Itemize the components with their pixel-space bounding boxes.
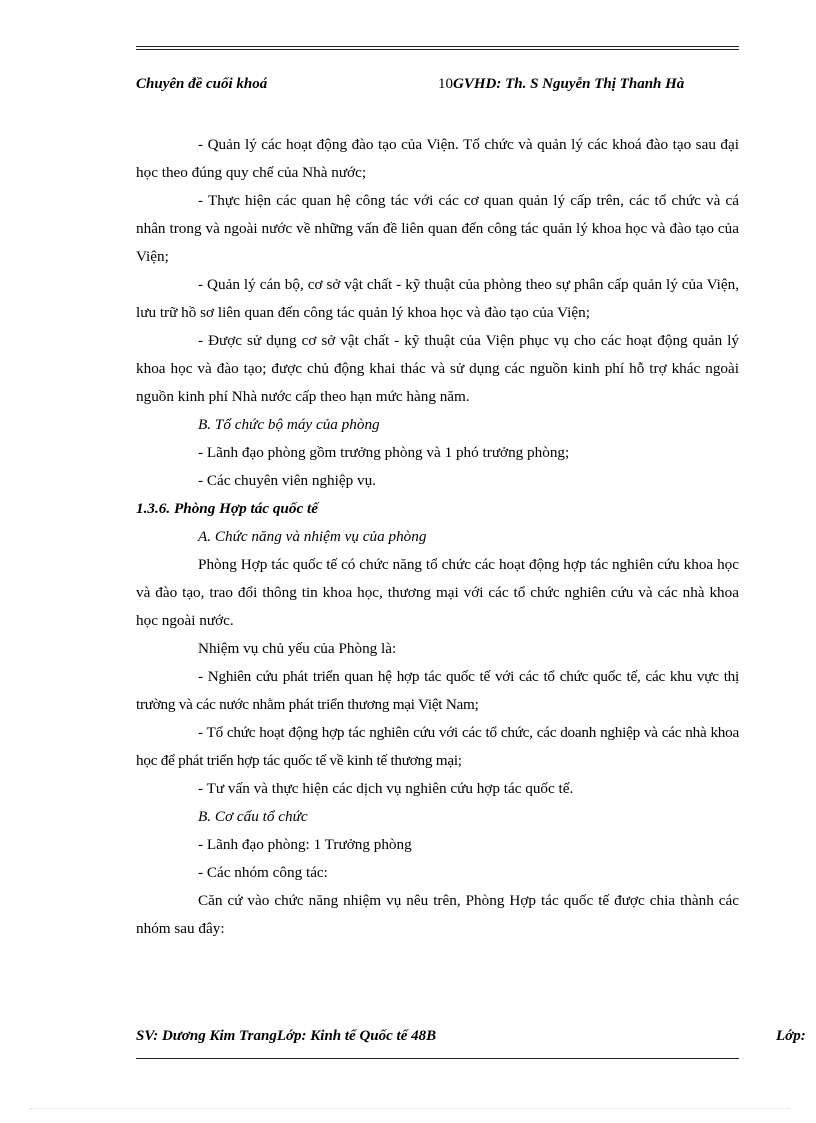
paragraph: Phòng Hợp tác quốc tế có chức năng tổ chức các hoạt động hợp tác nghiên cứu khoa học và đào tạo, trao đổi thông tin khoa học, thương mại với các tổ chức nghiên cứu và các nhà khoa học ngoài nước. [136, 556, 739, 629]
page-edge-divider [30, 1108, 790, 1109]
header-title: Chuyên đề cuối khoá [136, 76, 268, 92]
subheading-organization: B. Tổ chức bộ máy của phòng [198, 416, 380, 433]
list-item: - Lãnh đạo phòng gồm trưởng phòng và 1 phó trưởng phòng; [198, 444, 570, 461]
paragraph: - Quản lý các hoạt động đào tạo của Viện. Tổ chức và quản lý các khoá đào tạo sau đại học theo đúng quy chế của Nhà nước; [136, 136, 739, 181]
subheading-functions: A. Chức năng và nhiệm vụ của phòng [198, 528, 427, 545]
subheading-structure: B. Cơ cấu tổ chức [198, 808, 308, 825]
list-item: - Tổ chức hoạt động hợp tác nghiên cứu với các tổ chức, các doanh nghiệp và các nhà khoa học để phát triển hợp tác quốc tế về kinh tế thương mại; [136, 724, 739, 769]
page-number: 10 [438, 76, 453, 92]
footer-class: Lớp: [776, 1028, 806, 1044]
footer-rule [136, 1058, 739, 1059]
header-supervisor [438, 76, 684, 93]
list-item: - Lãnh đạo phòng: 1 Trưởng phòng [198, 836, 412, 853]
list-item: - Các nhóm công tác: [198, 864, 328, 881]
list-item: - Nghiên cứu phát triển quan hệ hợp tác quốc tế với các tổ chức quốc tế, các khu vực thị trường và các nước nhằm phát triển thương mại Việt Nam; [136, 668, 739, 713]
header-supervisor-text: GVHD: Th. S Nguyễn Thị Thanh Hà [453, 76, 685, 92]
body-text [136, 131, 739, 943]
list-item: - Các chuyên viên nghiệp vụ. [198, 472, 376, 489]
section-heading: 1.3.6. Phòng Hợp tác quốc tế [136, 500, 318, 517]
paragraph: - Thực hiện các quan hệ công tác với các cơ quan quản lý cấp trên, các tổ chức và cá nhân trong và ngoài nước về những vấn đề liên quan đến công tác quản lý khoa học và đào tạo của Viện; [136, 192, 739, 265]
page-header [136, 76, 739, 98]
page-footer [136, 1028, 816, 1045]
paragraph: - Được sử dụng cơ sở vật chất - kỹ thuật của Viện phục vụ cho các hoạt động quản lý khoa học và đào tạo; được chủ động khai thác và sử dụng các nguồn kinh phí hỗ trợ khác ngoài nguồn kinh phí Nhà nước cấp theo hạn mức hàng năm. [136, 332, 739, 405]
list-item: - Tư vấn và thực hiện các dịch vụ nghiên cứu hợp tác quốc tế. [198, 780, 574, 797]
paragraph: - Quản lý cán bộ, cơ sở vật chất - kỹ thuật của phòng theo sự phân cấp quản lý của Viện, lưu trữ hồ sơ liên quan đến công tác quản lý khoa học và đào tạo của Viện; [136, 276, 739, 321]
header-rule [136, 46, 739, 50]
paragraph: Nhiệm vụ chủ yếu của Phòng là: [198, 640, 397, 657]
footer-student: SV: Dương Kim TrangLớp: Kinh tế Quốc tế 48B [136, 1028, 437, 1044]
paragraph: Căn cứ vào chức năng nhiệm vụ nêu trên, Phòng Hợp tác quốc tế được chia thành các nhóm sau đây: [136, 892, 739, 937]
